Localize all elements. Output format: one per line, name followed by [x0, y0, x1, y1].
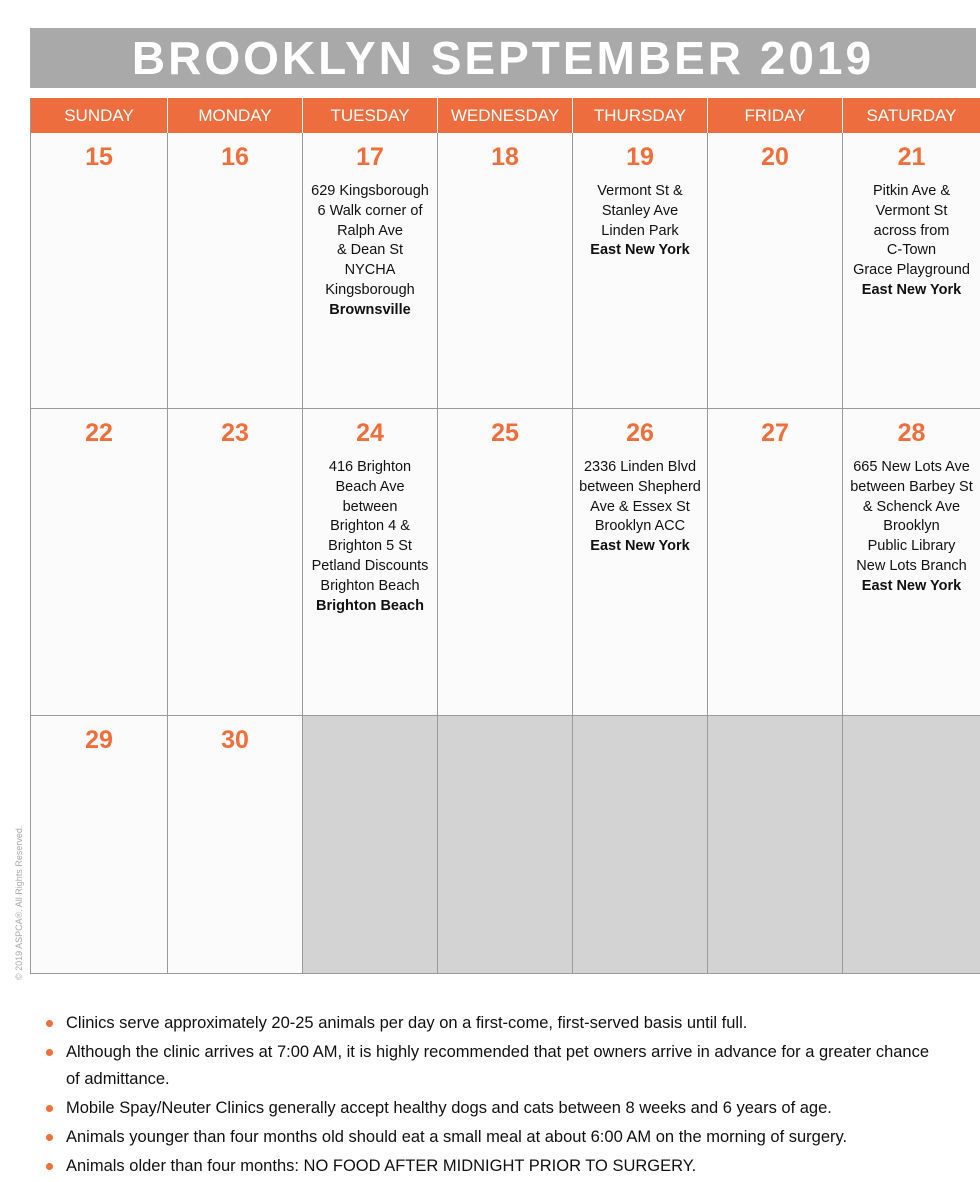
address-line: 416 Brighton: [328, 459, 412, 475]
address-line: 6 Walk corner of: [317, 202, 423, 219]
address-line: 629 Kingsborough: [311, 183, 429, 199]
day-number: 21: [897, 143, 926, 171]
clinic-location: [573, 458, 707, 557]
day-number: 29: [85, 726, 113, 754]
address-line: between: [342, 498, 398, 515]
address-line: Public Library: [867, 538, 956, 555]
address-line: Pitkin Ave &: [872, 183, 951, 199]
day-number: 18: [491, 143, 519, 171]
address-line: Brooklyn ACC: [594, 518, 686, 535]
bullet-icon: [46, 1105, 53, 1112]
day-number: 27: [761, 419, 789, 447]
day-cell: [303, 133, 438, 409]
day-cell: [843, 409, 980, 716]
address-line: NYCHA: [344, 262, 396, 279]
address-line: Linden Park: [601, 222, 679, 239]
address-line: Brighton Beach: [320, 577, 420, 594]
address-line: between Shepherd: [579, 478, 701, 495]
weekday-header: THURSDAY: [573, 98, 708, 133]
weekday-header: SATURDAY: [843, 98, 980, 133]
day-number: 16: [221, 143, 249, 171]
weekday-header: SUNDAY: [31, 98, 168, 133]
day-number: 30: [221, 726, 249, 754]
day-number: 25: [491, 419, 519, 447]
neighborhood-label: East New York: [590, 538, 690, 555]
address-line: 2336 Linden Blvd: [583, 459, 697, 475]
day-cell: [438, 409, 573, 716]
address-line: & Schenck Ave: [862, 498, 961, 515]
note-text: Animals younger than four months old should eat a small meal at about 6:00 AM on the morning of surgery.: [66, 1128, 848, 1146]
empty-day-cell: [843, 716, 980, 974]
day-number: 22: [85, 419, 113, 447]
day-cell: [31, 716, 168, 974]
empty-day-cell: [438, 716, 573, 974]
day-cell: [168, 716, 303, 974]
clinic-location: [843, 458, 980, 597]
day-cell: [168, 133, 303, 409]
day-number: 28: [897, 419, 926, 447]
address-line: 665 New Lots Ave: [853, 459, 970, 475]
day-cell: [168, 409, 303, 716]
copyright-text: © 2019 ASPCA®. All Rights Reserved.: [14, 825, 24, 980]
weekday-header: MONDAY: [168, 98, 303, 133]
day-cell: [708, 409, 843, 716]
clinic-location: [303, 182, 437, 321]
neighborhood-label: Brighton Beach: [316, 597, 424, 614]
bullet-icon: [46, 1163, 53, 1170]
note-item: [44, 1010, 944, 1037]
address-line: Brighton 4 &: [330, 518, 410, 535]
bullet-icon: [46, 1020, 53, 1027]
bullet-icon: [46, 1134, 53, 1141]
address-line: between Barbey St: [850, 478, 973, 495]
notes-list: [44, 1010, 944, 1182]
empty-day-cell: [303, 716, 438, 974]
day-cell: [31, 133, 168, 409]
day-number: 26: [626, 419, 654, 447]
clinic-location: [843, 182, 980, 301]
day-cell: [303, 409, 438, 716]
neighborhood-label: East New York: [861, 577, 962, 594]
calendar-grid: [30, 98, 980, 974]
weekday-header: TUESDAY: [303, 98, 438, 133]
day-cell: [438, 133, 573, 409]
address-line: Vermont St: [875, 202, 948, 219]
neighborhood-label: Brownsville: [329, 301, 411, 318]
address-line: Stanley Ave: [601, 202, 679, 219]
day-cell: [31, 409, 168, 716]
clinic-location: [303, 458, 437, 616]
day-cell: [708, 133, 843, 409]
day-number: 19: [626, 143, 654, 171]
day-number: 15: [85, 143, 113, 171]
address-line: Ave & Essex St: [590, 498, 690, 515]
title-bar: [30, 28, 976, 88]
bullet-icon: [46, 1049, 53, 1056]
page-title: BROOKLYN SEPTEMBER 2019: [131, 32, 875, 84]
day-number: 23: [221, 419, 249, 447]
day-cell: [843, 133, 980, 409]
address-line: New Lots Branch: [856, 557, 967, 574]
address-line: Vermont St &: [597, 183, 683, 199]
empty-day-cell: [573, 716, 708, 974]
address-line: Brighton 5 St: [328, 538, 412, 555]
address-line: Petland Discounts: [311, 557, 429, 574]
neighborhood-label: East New York: [590, 242, 690, 259]
note-text: Animals older than four months: NO FOOD AFTER MIDNIGHT PRIOR TO SURGERY.: [66, 1157, 697, 1175]
note-item: [44, 1039, 944, 1093]
weekday-header: WEDNESDAY: [438, 98, 573, 133]
clinic-location: [573, 182, 707, 261]
address-line: Brooklyn: [883, 518, 940, 535]
day-number: 24: [356, 419, 384, 447]
note-text: Although the clinic arrives at 7:00 AM, it is highly recommended that pet owners arrive in advance for a greater chance of admittance.: [66, 1043, 930, 1088]
address-line: across from: [873, 222, 950, 239]
address-line: Kingsborough: [325, 281, 415, 298]
weekday-header: FRIDAY: [708, 98, 843, 133]
day-cell: [573, 409, 708, 716]
empty-day-cell: [708, 716, 843, 974]
neighborhood-label: East New York: [861, 281, 962, 298]
address-line: Beach Ave: [335, 478, 405, 495]
address-line: C-Town: [886, 242, 937, 259]
address-line: Ralph Ave: [337, 222, 403, 239]
note-item: [44, 1124, 944, 1151]
day-number: 20: [761, 143, 789, 171]
day-cell: [573, 133, 708, 409]
address-line: Grace Playground: [853, 262, 970, 279]
note-item: [44, 1095, 944, 1122]
note-text: Clinics serve approximately 20-25 animals per day on a first-come, first-served basis until full.: [66, 1014, 748, 1032]
day-number: 17: [356, 143, 384, 171]
note-text: Mobile Spay/Neuter Clinics generally accept healthy dogs and cats between 8 weeks and 6 years of age.: [66, 1099, 832, 1117]
address-line: & Dean St: [336, 242, 404, 259]
